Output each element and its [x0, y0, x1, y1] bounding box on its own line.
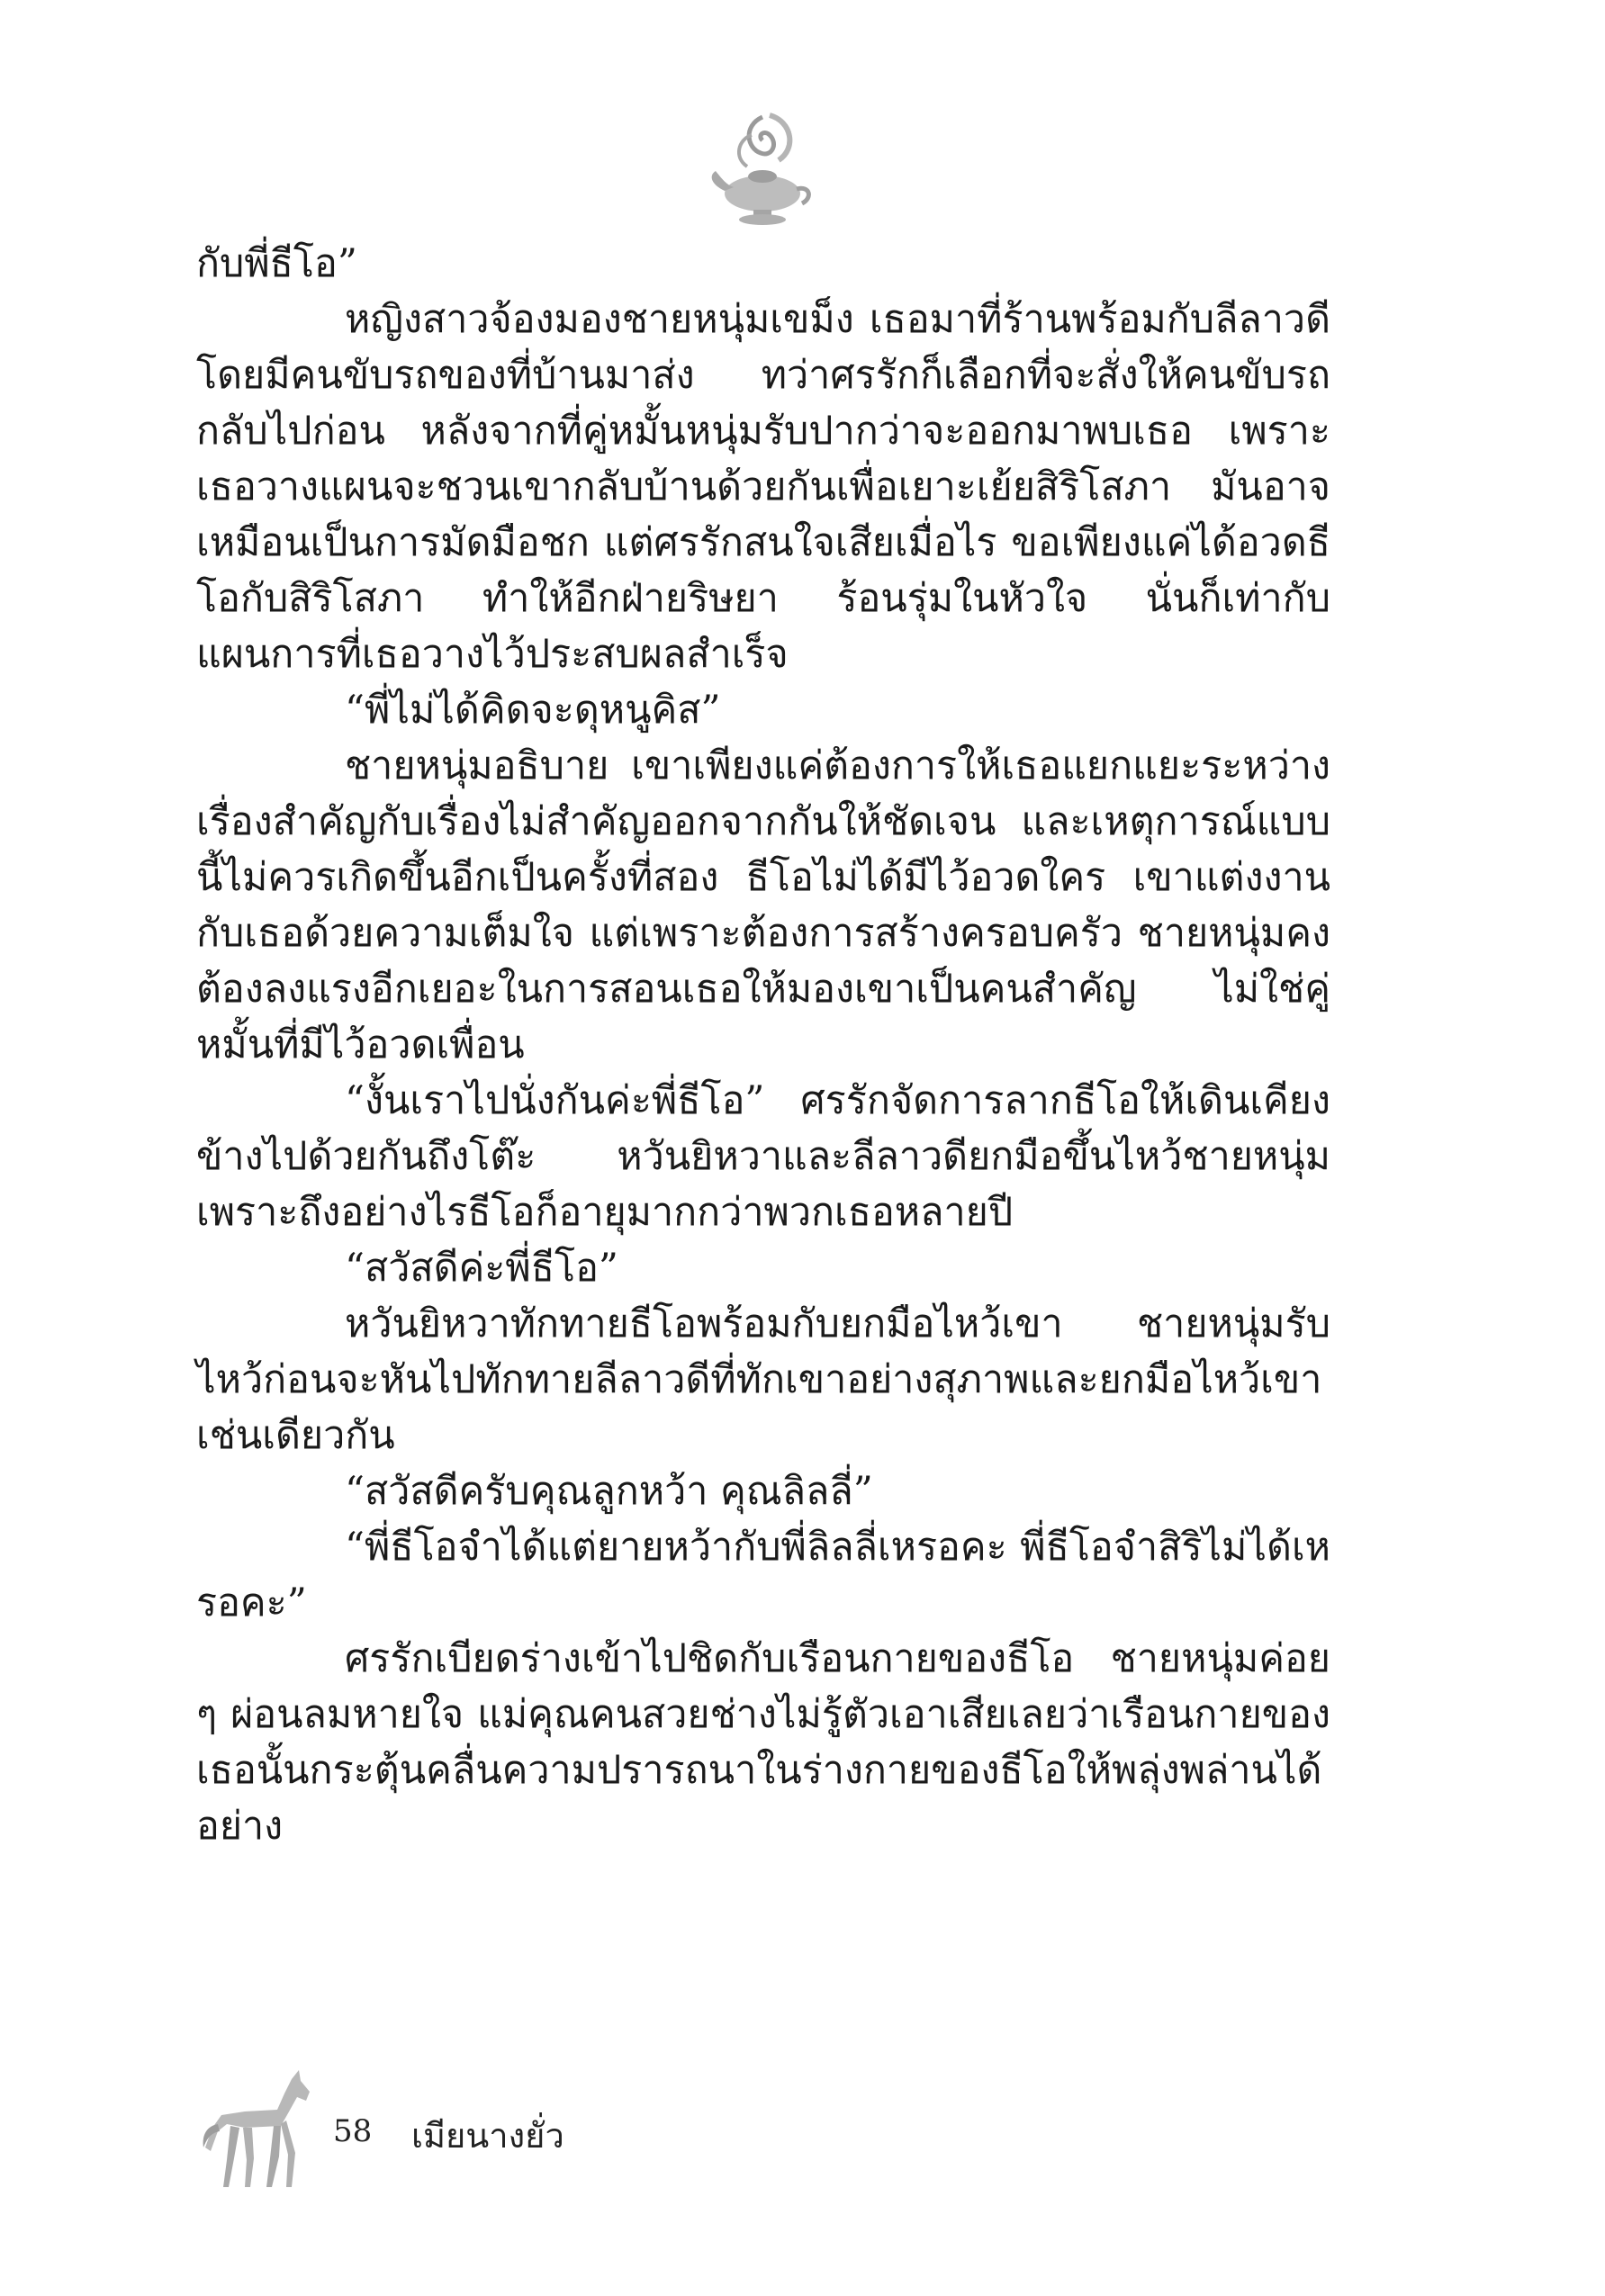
- paragraph: ศรรักเบียดร่างเข้าไปชิดกับเรือนกายของธีโอ ชายหนุ่มค่อย ๆ ผ่อนลมหายใจ แม่คุณคนสวยช่างไม่รู้ตัวเอาเสียเลยว่าเรือนกายของเธอนั้นกระตุ้นคลื่นความปรารถนาในร่างกายของธีโอให้พลุ่งพล่านได้อย่าง: [196, 1636, 1330, 1849]
- paragraph: “สวัสดีค่ะพี่ธีโอ”: [345, 1246, 618, 1291]
- paragraph: “พี่ธีโอจำได้แต่ยายหว้ากับพี่ลิลลี่เหรอคะ พี่ธีโอจำสิริไม่ได้เหรอคะ”: [196, 1525, 1330, 1625]
- genie-lamp-icon: [707, 108, 815, 234]
- paragraph: กับพี่ธีโอ”: [196, 241, 357, 286]
- paragraph: “สวัสดีครับคุณลูกหว้า คุณลิลลี่”: [345, 1469, 873, 1514]
- horse-icon: [191, 2061, 326, 2196]
- page-footer: [191, 2061, 821, 2196]
- paragraph: หวันยิหวาทักทายธีโอพร้อมกับยกมือไหว้เขา ชายหนุ่มรับไหว้ก่อนจะหันไปทักทายลีลาวดีที่ทักเขาอย่างสุภาพและยกมือไหว้เขาเช่นเดียวกัน: [196, 1301, 1330, 1458]
- paragraph: “พี่ไม่ได้คิดจะดุหนูคิส”: [345, 688, 721, 733]
- page-number: 58: [333, 2113, 373, 2149]
- body-text: [196, 236, 1330, 1854]
- book-title: เมียนางยั่ว: [411, 2116, 564, 2156]
- paragraph: ชายหนุ่มอธิบาย เขาเพียงแค่ต้องการให้เธอแยกแยะระหว่างเรื่องสำคัญกับเรื่องไม่สำคัญออกจากกันให้ชัดเจน และเหตุการณ์แบบนี้ไม่ควรเกิดขึ้นอีกเป็นครั้งที่สอง ธีโอไม่ได้มีไว้อวดใคร เขาแต่งงานกับเธอด้วยความเต็มใจ แต่เพราะต้องการสร้างครอบครัว ชายหนุ่มคงต้องลงแรงอีกเยอะในการสอนเธอให้มองเขาเป็นคนสำคัญ ไม่ใช่คู่หมั้นที่มีไว้อวดเพื่อน: [196, 743, 1330, 1067]
- paragraph: หญิงสาวจ้องมองชายหนุ่มเขม็ง เธอมาที่ร้านพร้อมกับลีลาวดี โดยมีคนขับรถของที่บ้านมาส่ง ทว่าศรรักก็เลือกที่จะสั่งให้คนขับรถกลับไปก่อน หลังจากที่คู่หมั้นหนุ่มรับปากว่าจะออกมาพบเธอ เพราะเธอวางแผนจะชวนเขากลับบ้านด้วยกันเพื่อเยาะเย้ยสิริโสภา มันอาจเหมือนเป็นการมัดมือชก แต่ศรรักสนใจเสียเมื่อไร ขอเพียงแค่ได้อวดธีโอกับสิริโสภา ทำให้อีกฝ่ายริษยา ร้อนรุ่มในหัวใจ นั่นก็เท่ากับแผนการที่เธอวางไว้ประสบผลสำเร็จ: [196, 297, 1330, 677]
- paragraph: “งั้นเราไปนั่งกันค่ะพี่ธีโอ” ศรรักจัดการลากธีโอให้เดินเคียงข้างไปด้วยกันถึงโต๊ะ หวันยิหวาและลีลาวดียกมือขึ้นไหว้ชายหนุ่มเพราะถึงอย่างไรธีโอก็อายุมากกว่าพวกเธอหลายปี: [196, 1078, 1330, 1235]
